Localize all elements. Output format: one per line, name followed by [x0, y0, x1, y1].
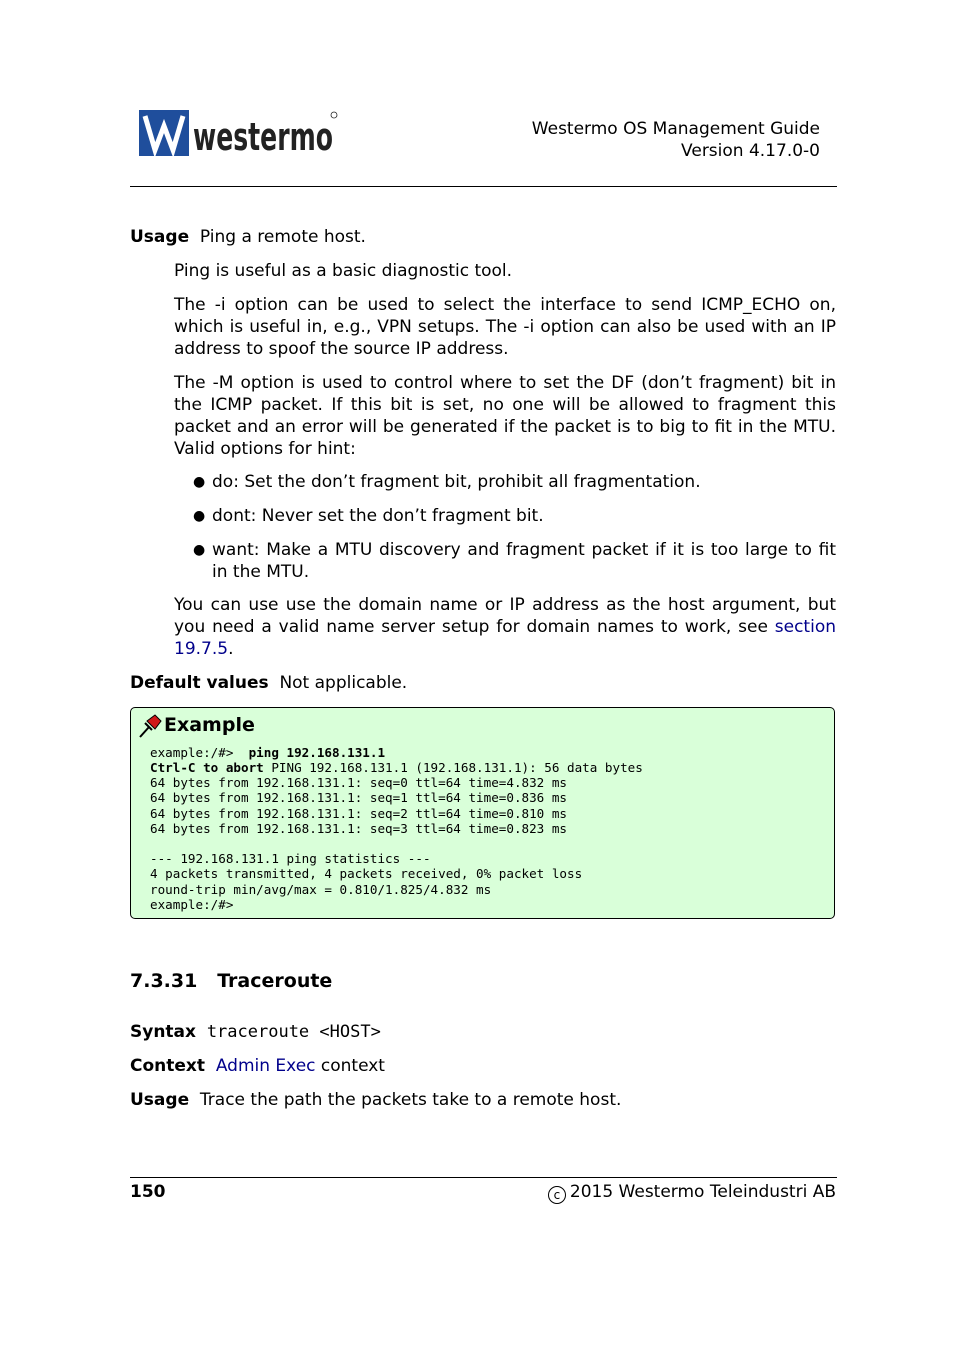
code-line: 4 packets transmitted, 4 packets received, 0% packet loss: [150, 866, 583, 881]
code-ctrl-c: Ctrl-C to abort: [150, 760, 264, 775]
default-values-label: Default values: [130, 673, 269, 693]
section-number: 7.3.31: [130, 970, 198, 992]
bullet-item-want: want: Make a MTU discovery and fragment packet if it is too large to fit in the MTU.: [212, 540, 836, 582]
section-link[interactable]: section 19.7.5: [174, 617, 836, 659]
copyright-icon: c: [548, 1186, 566, 1204]
traceroute-usage-row: [130, 1089, 836, 1111]
footer-divider: [130, 1177, 837, 1178]
code-line: 64 bytes from 192.168.131.1: seq=2 ttl=64 time=0.810 ms: [150, 806, 568, 821]
logo-text: westermo: [193, 115, 333, 159]
usage-text: Ping a remote host.: [199, 227, 366, 247]
bullet-item-do: do: Set the don’t fragment bit, prohibit all fragmentation.: [212, 472, 701, 492]
code-command: ping 192.168.131.1: [248, 745, 386, 760]
example-title: Example: [164, 714, 255, 736]
usage-row: [130, 226, 836, 248]
admin-exec-link[interactable]: Admin Exec: [215, 1056, 316, 1076]
default-values-row: [130, 672, 836, 694]
code-line: example:/#>: [150, 897, 234, 912]
context-label: Context: [130, 1056, 206, 1076]
bullet-dot: ●: [193, 542, 206, 558]
code-line-ping: [150, 760, 643, 775]
usage-label: Usage: [130, 227, 190, 247]
bullet-item-dont: dont: Never set the don’t fragment bit.: [212, 506, 544, 526]
paragraph-1: Ping is useful as a basic diagnostic tool.: [174, 261, 513, 281]
code-ping-line: PING 192.168.131.1 (192.168.131.1): 56 data bytes: [263, 760, 643, 775]
syntax-row: [130, 1021, 836, 1043]
copyright: [520, 1182, 836, 1204]
guide-version: Version 4.17.0-0: [681, 141, 820, 161]
context-text: context: [315, 1056, 385, 1076]
code-line: --- 192.168.131.1 ping statistics ---: [150, 851, 431, 866]
paragraph-3: The -M option is used to control where to set the DF (don’t fragment) bit in the ICMP packet. If this bit is set, no one will be allowed to fragment this packet and an error will be generated if the packet is to big to fit in the MTU. Valid options for hint:: [174, 373, 836, 459]
page-number: 150: [130, 1182, 166, 1202]
paragraph-2: The -i option can be used to select the interface to send ICMP_ECHO on, which is useful in, e.g., VPN setups. The -i option can also be used with an IP address to spoof the source IP address.: [174, 295, 836, 359]
pin-icon: [137, 712, 163, 745]
context-row: [130, 1055, 836, 1077]
bullet-dot: ●: [193, 508, 206, 524]
section-title: Traceroute: [217, 970, 333, 992]
syntax-label: Syntax: [130, 1022, 196, 1042]
section-heading: [130, 970, 332, 992]
bullet-dot: ●: [193, 474, 206, 490]
header-divider: [130, 186, 837, 187]
code-line: 64 bytes from 192.168.131.1: seq=0 ttl=64 time=4.832 ms: [150, 775, 568, 790]
code-line: round-trip min/avg/max = 0.810/1.825/4.832 ms: [150, 882, 492, 897]
paragraph-4-end: .: [228, 639, 234, 659]
code-line: 64 bytes from 192.168.131.1: seq=3 ttl=64 time=0.823 ms: [150, 821, 568, 836]
code-prompt: example:/#>: [150, 745, 234, 760]
westermo-logo: [139, 110, 339, 163]
code-line-command: [150, 745, 385, 760]
copyright-text: 2015 Westermo Teleindustri AB: [569, 1182, 836, 1202]
default-values-text: Not applicable.: [279, 673, 408, 693]
guide-title: Westermo OS Management Guide: [531, 119, 820, 139]
traceroute-usage-label: Usage: [130, 1090, 190, 1110]
paragraph-4: [174, 594, 836, 660]
document-header: [480, 118, 820, 162]
paragraph-4-text: You can use use the domain name or IP address as the host argument, but you need a valid name server setup for domain names to work, see: [174, 595, 836, 637]
traceroute-usage-text: Trace the path the packets take to a remote host.: [199, 1090, 622, 1110]
code-line: 64 bytes from 192.168.131.1: seq=1 ttl=64 time=0.836 ms: [150, 790, 568, 805]
syntax-text: traceroute <HOST>: [206, 1022, 381, 1042]
